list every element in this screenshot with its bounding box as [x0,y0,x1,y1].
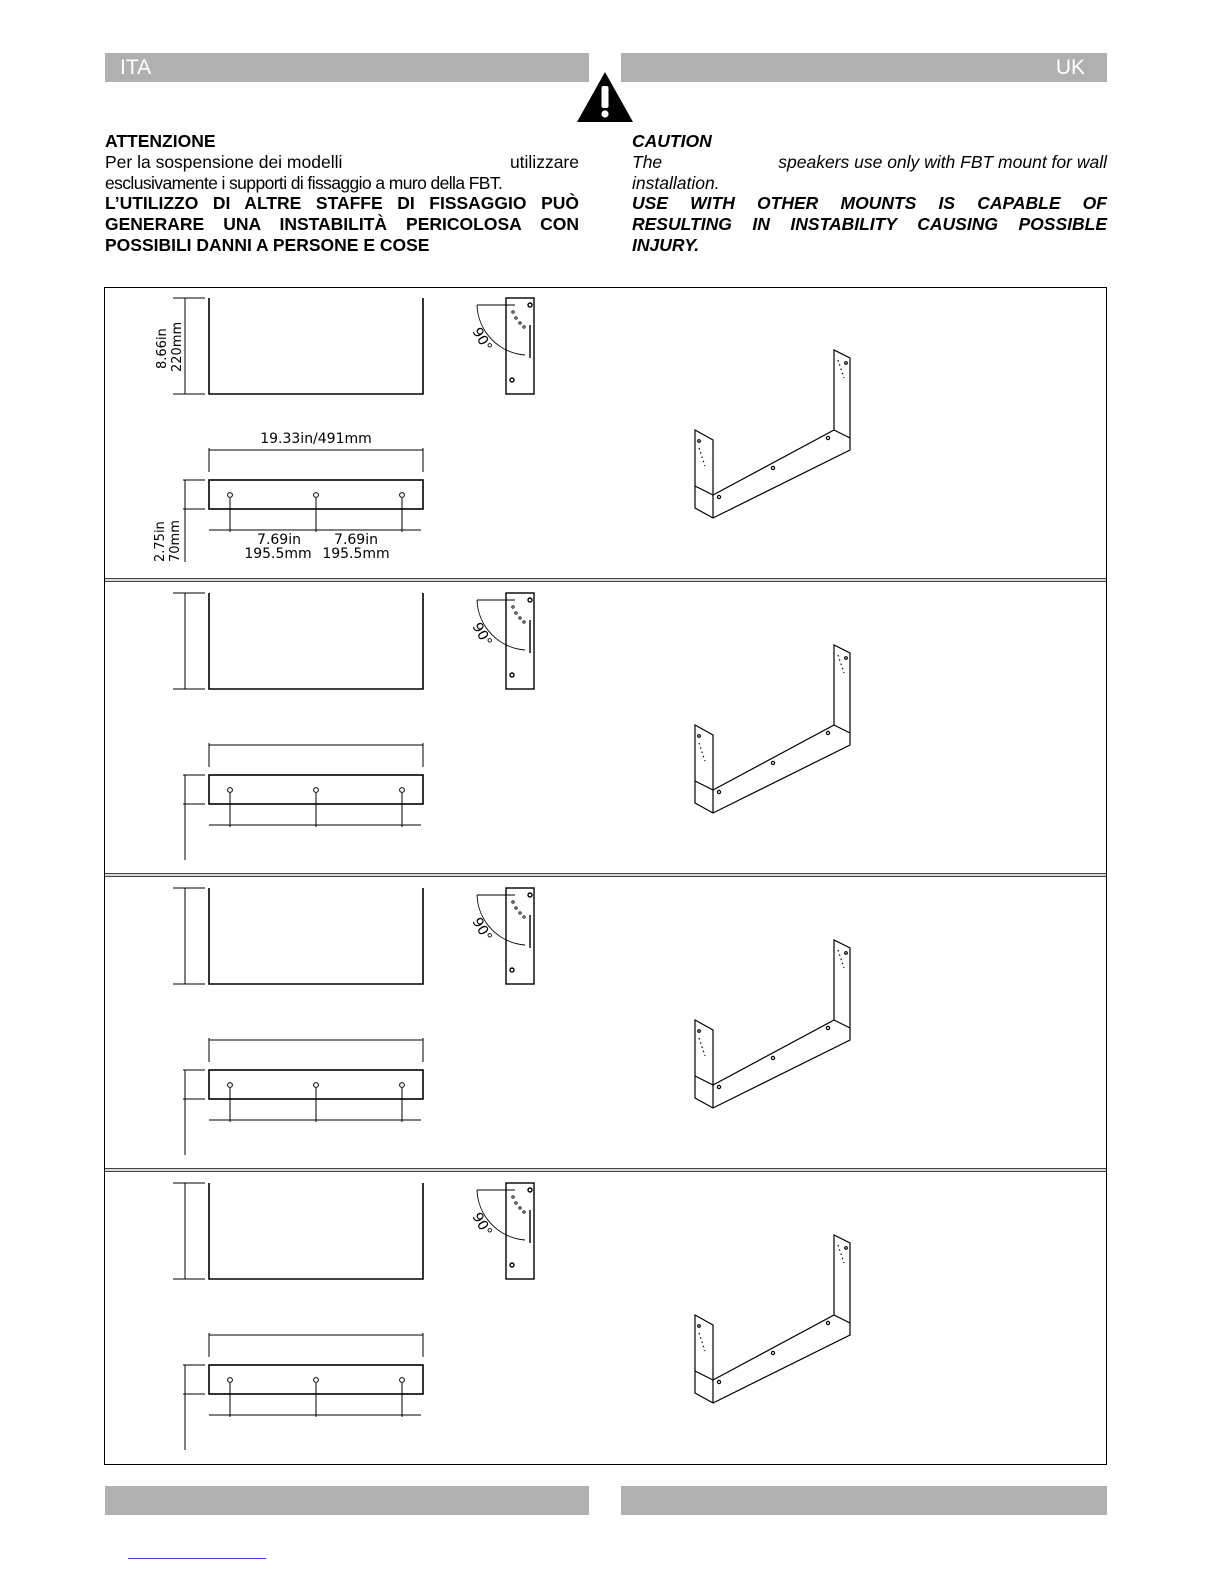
bracket-panel-1 [105,290,1106,580]
bracket-panel-2 [105,585,1106,875]
bracket-isometric-view [695,1235,850,1403]
angle-label: 90° [468,620,495,650]
height-mm-label: 220mm [170,321,185,372]
bracket-isometric-view [695,940,850,1108]
header-bar-uk [621,53,1107,82]
spacing-2-mm-label: 195.5mm [322,546,390,562]
language-label-ita: ITA [120,56,152,79]
angle-label: 90° [468,1210,495,1240]
angle-label: 90° [468,325,495,355]
angle-label: 90° [468,915,495,945]
width-dimension [209,1333,423,1357]
footer-bar-left [105,1486,589,1515]
bracket-isometric-view [695,645,850,813]
uk-warning: USE WITH OTHER MOUNTS IS CAPABLE OF RESULTING IN INSTABILITY CAUSING POSSIBLE INJURY. [632,193,1107,255]
header-bar-ita [105,53,589,82]
ita-line1-end: utilizzare [509,151,579,172]
spacing-1-in-label: 7.69in [257,532,301,548]
bracket-front-view [209,593,423,689]
width-dimension [209,1038,423,1062]
uk-line1-start: The [632,151,663,172]
depth-dimension [183,1070,205,1155]
bracket-side-view [506,1183,534,1279]
depth-mm-label: 70mm [168,520,183,562]
uk-line2: installation. [632,172,720,193]
caution-heading-ita: ATTENZIONE [105,131,216,151]
caution-text-uk [632,131,1107,256]
bracket-isometric-view [695,350,850,518]
uk-line1-end: speakers use only with FBT mount for wall [778,151,1107,172]
hole-spacing [209,1083,421,1122]
ita-warning: L’UTILIZZO DI ALTRE STAFFE DI FISSAGGIO PUÒ GENERARE UNA INSTABILITÀ PERICOLOSA CON POSSIBILI DANNI A PERSONE E COSE [105,193,579,255]
depth-dimension [183,480,205,562]
footer-bar-right [621,1486,1107,1515]
caution-heading-uk: CAUTION [632,131,712,151]
ita-line1-start: Per la sospensione dei modelli [105,151,343,172]
bracket-front-view [209,888,423,984]
bracket-side-view [506,298,534,394]
depth-in-label: 2.75in [153,521,168,562]
exclamation-triangle-icon [575,70,635,124]
depth-dimension [183,775,205,860]
height-dimension [173,888,205,984]
footer-link-underline[interactable] [128,1558,266,1559]
width-label: 19.33in/491mm [260,431,372,447]
hole-spacing [209,1378,421,1417]
spacing-2-in-label: 7.69in [334,532,378,548]
height-in-label: 8.66in [155,328,170,369]
hole-spacing [209,788,421,827]
width-dimension [209,743,423,767]
language-label-uk: UK [1055,56,1085,79]
bracket-front-view [209,298,423,394]
height-dimension [173,593,205,689]
bracket-panel-3 [105,880,1106,1170]
bracket-side-view [506,888,534,984]
height-dimension [173,1183,205,1279]
depth-dimension [183,1365,205,1450]
bracket-front-view [209,1183,423,1279]
bracket-side-view [506,593,534,689]
width-dimension [209,448,423,472]
hole-spacing [209,493,421,532]
caution-text-ita [105,131,579,256]
ita-line2: esclusivamente i supporti di fissaggio a muro della FBT. [105,172,503,193]
spacing-1-mm-label: 195.5mm [244,546,312,562]
bracket-panel-4 [105,1175,1106,1465]
